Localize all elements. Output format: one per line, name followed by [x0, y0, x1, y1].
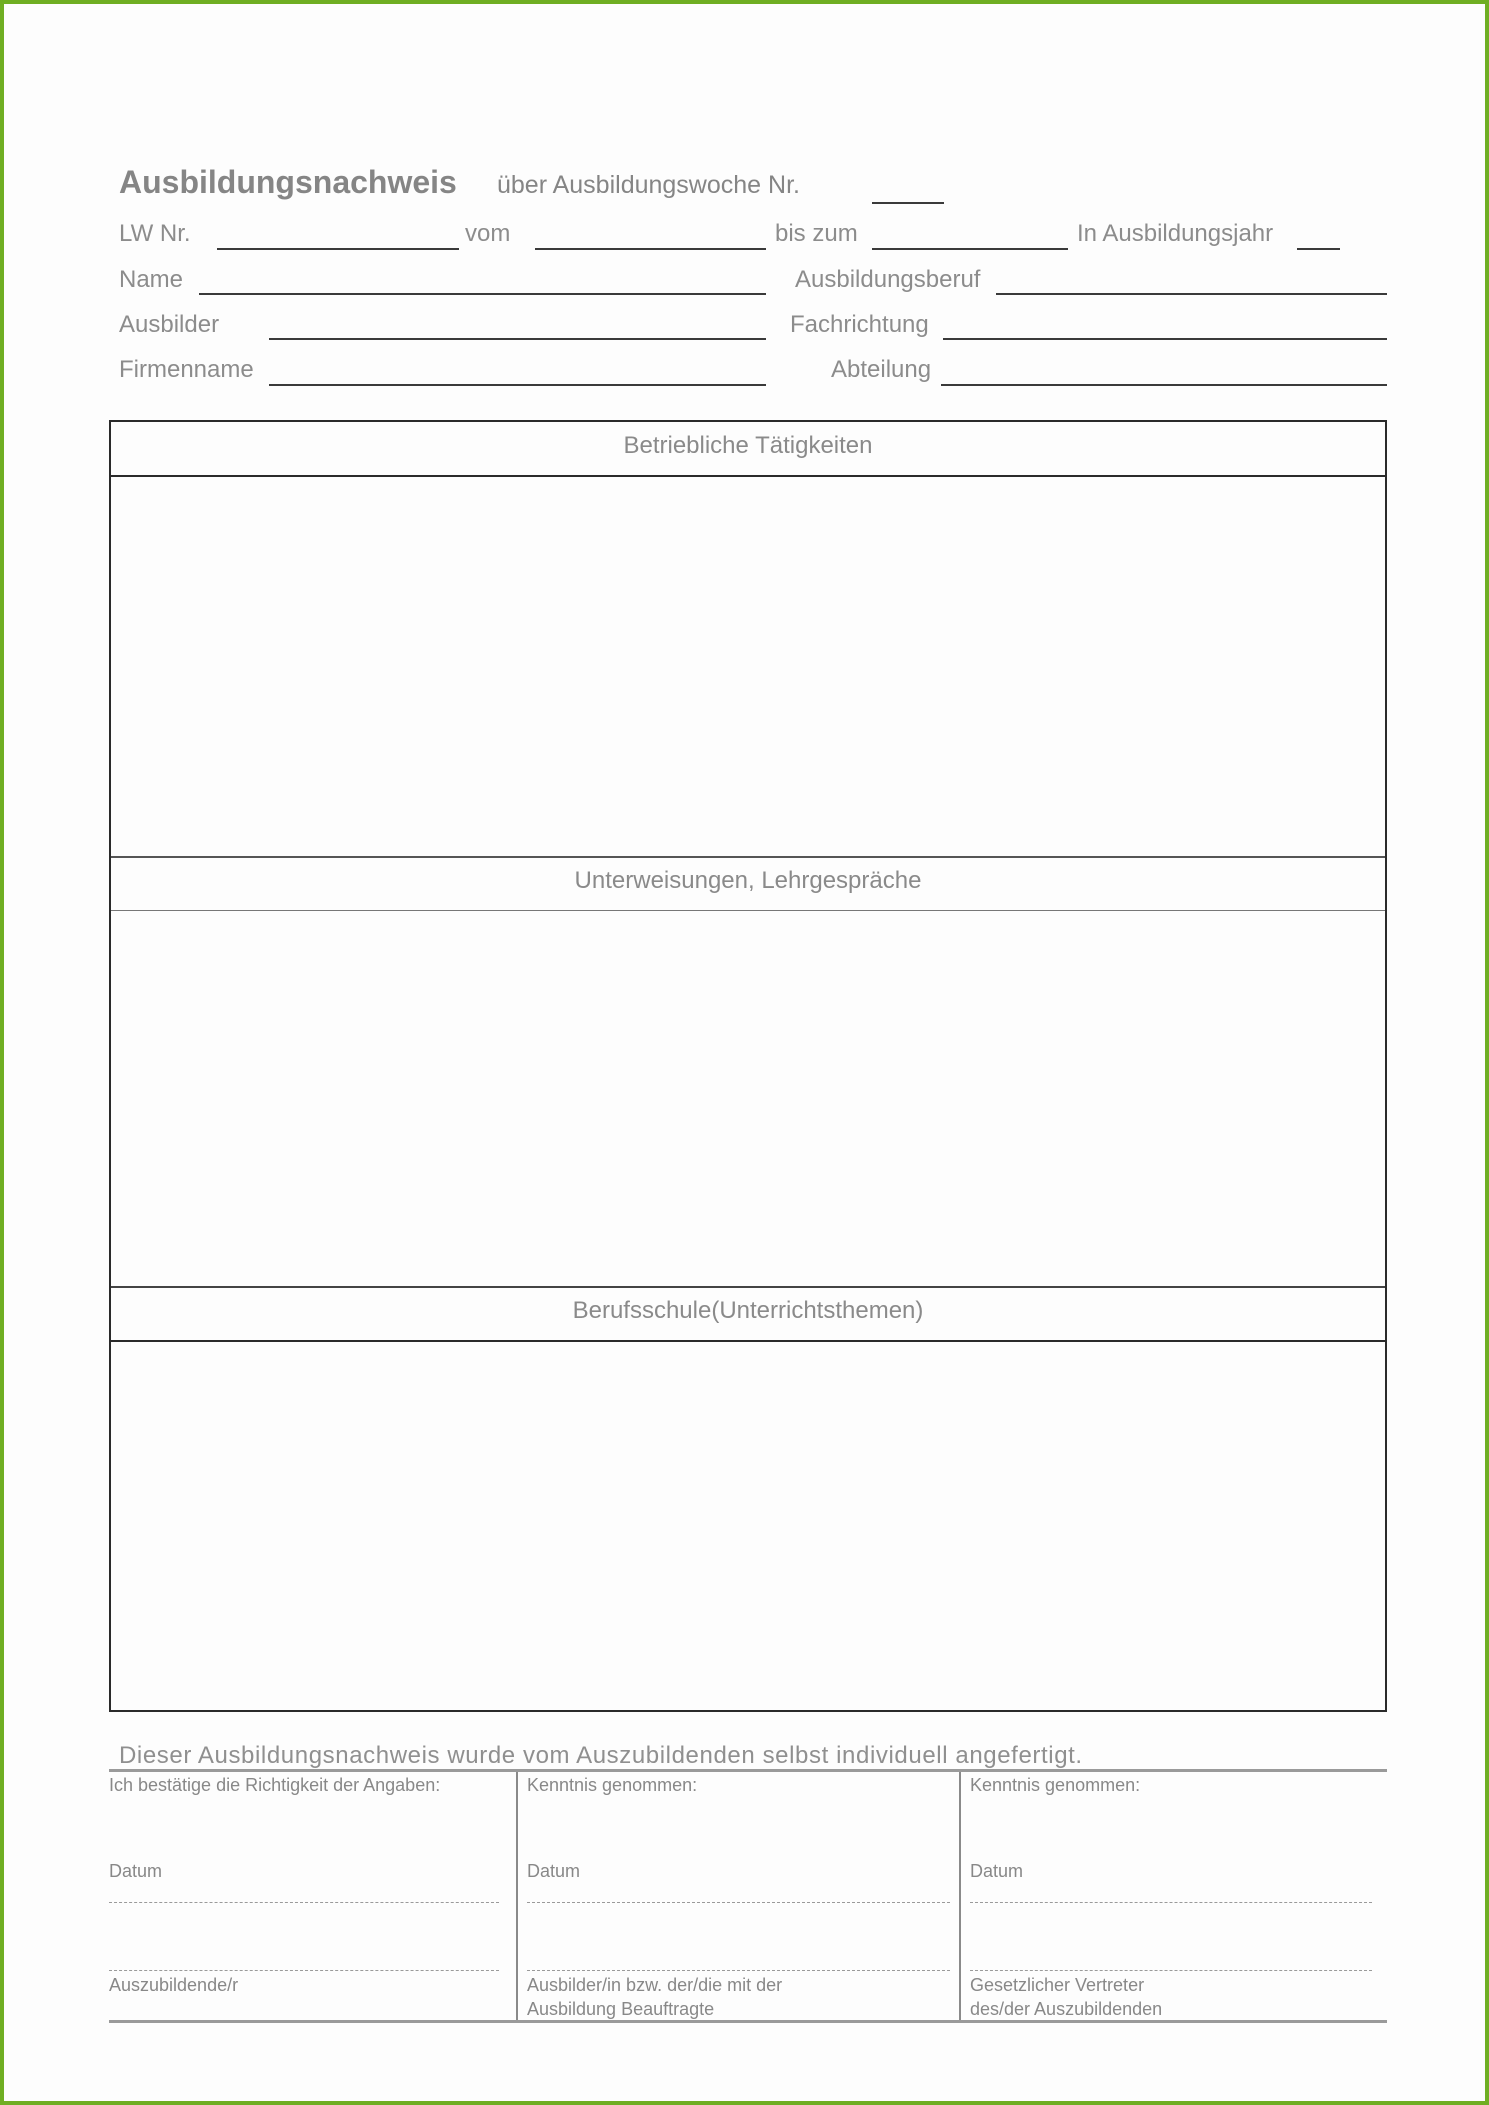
datum-line[interactable]: [527, 1902, 950, 1903]
role-label: Gesetzlicher Vertreter: [970, 1975, 1145, 1995]
vom-label: vom: [465, 220, 511, 247]
bis-label: bis zum: [775, 220, 858, 247]
section-body-betrieb[interactable]: [111, 478, 1385, 856]
firma-field[interactable]: [269, 384, 766, 386]
kenntnis-heading: Kenntnis genommen:: [970, 1775, 1141, 1795]
datum-label: Datum: [527, 1861, 581, 1881]
footer-top-rule: [109, 1769, 1387, 1772]
beruf-field[interactable]: [996, 293, 1387, 295]
column-separator: [516, 1772, 518, 2020]
name-field[interactable]: [199, 293, 766, 295]
confirm-heading: Ich bestätige die Richtigkeit der Angaben:: [109, 1775, 441, 1795]
ausbilder-field[interactable]: [269, 338, 766, 340]
abteilung-field[interactable]: [941, 384, 1387, 386]
section-divider: [111, 856, 1385, 858]
fachrichtung-field[interactable]: [943, 338, 1387, 340]
signature-line[interactable]: [527, 1970, 950, 1971]
section-divider: [111, 1340, 1385, 1342]
role-label: des/der Auszubildenden: [970, 1999, 1163, 2019]
signature-line[interactable]: [970, 1970, 1372, 1971]
datum-line[interactable]: [970, 1902, 1372, 1903]
lw-nr-label: LW Nr.: [119, 220, 191, 247]
section-divider: [111, 1286, 1385, 1288]
footer-bottom-rule: [109, 2020, 1387, 2023]
section-body-unterweisungen[interactable]: [111, 912, 1385, 1286]
beruf-label: Ausbildungsberuf: [795, 266, 981, 293]
report-table: [109, 420, 1387, 1712]
bis-field[interactable]: [872, 248, 1068, 250]
form-subtitle: über Ausbildungswoche Nr.: [497, 171, 800, 199]
section-header-betrieb: Betriebliche Tätigkeiten: [623, 432, 873, 459]
role-label: Ausbilder/in bzw. der/die mit der: [527, 1975, 783, 1995]
role-label: Auszubildende/r: [109, 1975, 239, 1995]
footer-note: Dieser Ausbildungsnachweis wurde vom Auszubildenden selbst individuell angefertigt.: [119, 1742, 1083, 1769]
signature-line[interactable]: [109, 1970, 499, 1971]
kenntnis-heading: Kenntnis genommen:: [527, 1775, 698, 1795]
section-divider: [111, 475, 1385, 477]
role-label: Ausbildung Beauftragte: [527, 1999, 715, 2019]
abteilung-label: Abteilung: [831, 356, 932, 383]
ausbilder-label: Ausbilder: [119, 311, 220, 338]
firma-label: Firmenname: [119, 356, 254, 383]
form-title: Ausbildungsnachweis: [119, 164, 457, 200]
section-header-berufsschule: Berufsschule(Unterrichtsthemen): [572, 1297, 924, 1324]
datum-label: Datum: [109, 1861, 163, 1881]
section-body-berufsschule[interactable]: [111, 1343, 1385, 1708]
column-separator: [959, 1772, 961, 2020]
woche-nr-field[interactable]: [872, 202, 944, 204]
lw-nr-field[interactable]: [217, 248, 459, 250]
fachrichtung-label: Fachrichtung: [790, 311, 929, 338]
jahr-field[interactable]: [1297, 248, 1340, 250]
section-header-unterweisungen: Unterweisungen, Lehrgespräche: [574, 867, 922, 894]
datum-line[interactable]: [109, 1902, 499, 1903]
datum-label: Datum: [970, 1861, 1024, 1881]
section-divider: [111, 910, 1385, 911]
vom-field[interactable]: [535, 248, 766, 250]
name-label: Name: [119, 266, 184, 293]
jahr-label: In Ausbildungsjahr: [1077, 220, 1274, 247]
